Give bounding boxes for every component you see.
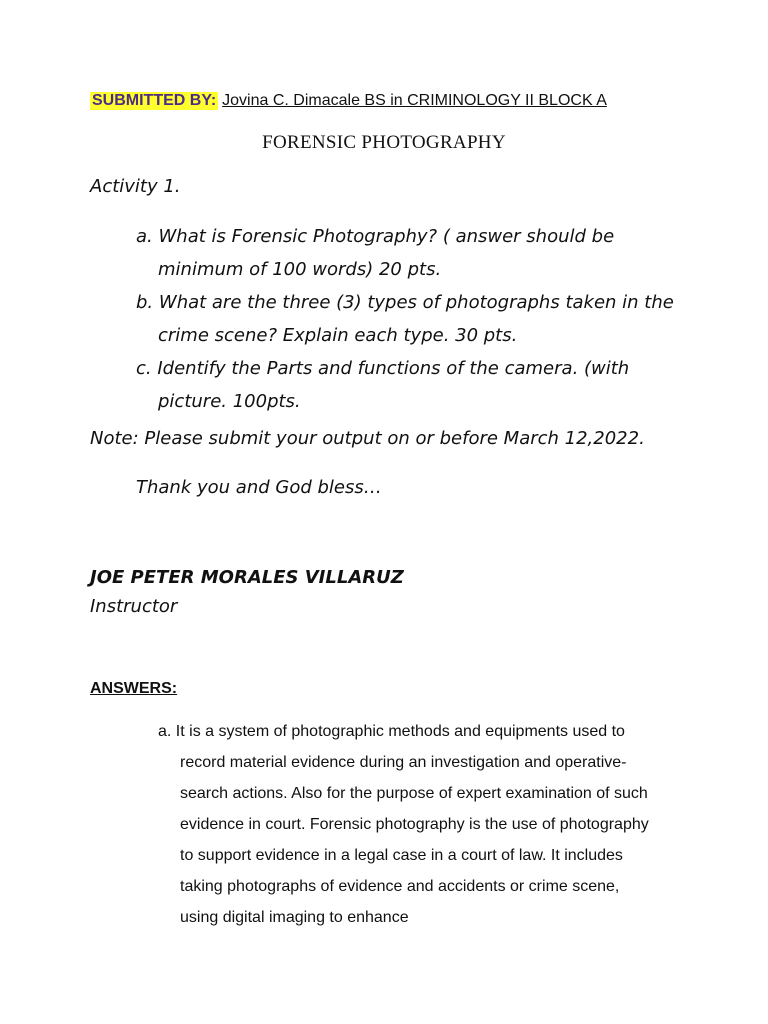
question-marker: c. — [136, 358, 152, 379]
answer-marker: a. — [158, 723, 172, 740]
question-item — [136, 352, 696, 418]
submission-note: Note: Please submit your output on or before March 12,2022. — [90, 428, 645, 449]
question-item — [136, 220, 696, 286]
activity-heading: Activity 1. — [90, 176, 181, 197]
answers-heading: ANSWERS: — [90, 680, 178, 697]
document-title: FORENSIC PHOTOGRAPHY — [262, 132, 506, 153]
submitted-by-name: Jovina C. Dimacale BS in CRIMINOLOGY II BLOCK A — [222, 92, 607, 109]
question-list — [136, 220, 696, 418]
answer-item — [158, 716, 658, 933]
submitted-by-line — [90, 92, 607, 110]
question-text: What are the three (3) types of photographs taken in the crime scene? Explain each type. 30 pts. — [158, 292, 674, 346]
question-marker: b. — [136, 292, 154, 313]
thanks-line: Thank you and God bless… — [136, 477, 382, 498]
answer-text: It is a system of photographic methods and equipments used to record material evidence during an investigation and operative- search actions. Also for the purpose of expert examination of such evidence in court. Forensic photography is the use of photography to support evidence in a legal case in a court of law. It includes taking photographs of evidence and accidents or crime scene, using digital imaging to enhance — [175, 723, 649, 926]
question-text: What is Forensic Photography? ( answer should be minimum of 100 words) 20 pts. — [158, 226, 615, 280]
instructor-name: JOE PETER MORALES VILLARUZ — [90, 567, 404, 588]
answer-list — [158, 716, 658, 933]
instructor-role: Instructor — [90, 596, 178, 617]
question-text: Identify the Parts and functions of the camera. (with picture. 100pts. — [157, 358, 630, 412]
submitted-by-label: SUBMITTED BY: — [92, 92, 217, 109]
question-marker: a. — [136, 226, 153, 247]
question-item — [136, 286, 696, 352]
